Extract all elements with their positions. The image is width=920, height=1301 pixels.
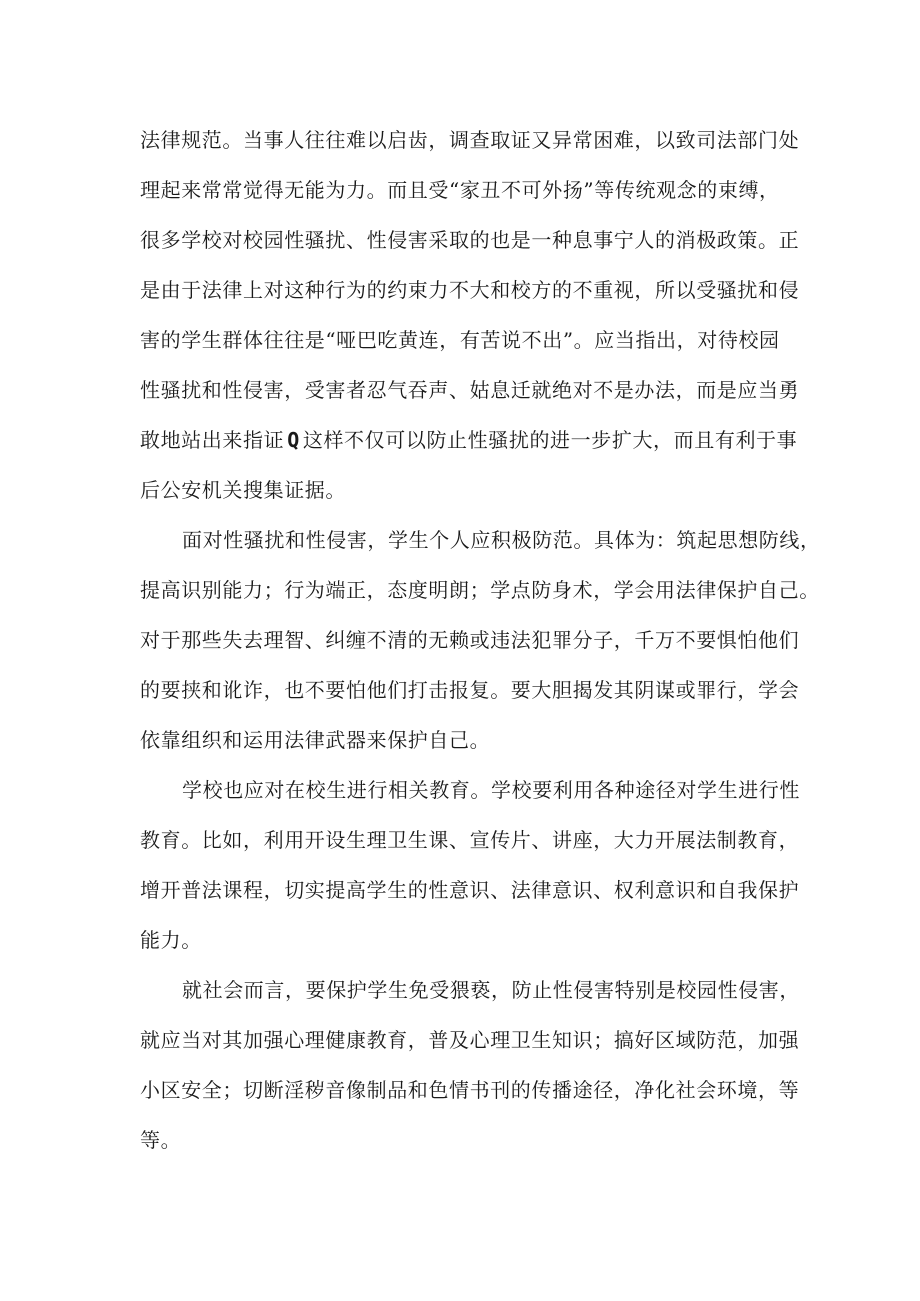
paragraph-1-line-5: 害的学生群体往往是“哑巴吃黄连，有苦说不出”。应当指出，对待校园 (140, 328, 780, 352)
paragraph-3-line-3: 增开普法课程，切实提高学生的性意识、法律意识、权利意识和自我保护 (140, 878, 800, 902)
paragraph-1-line-6: 性骚扰和性侵害，受害者忍气吞声、姑息迁就绝对不是办法，而是应当勇 (140, 378, 800, 402)
paragraph-3-line-1: 学校也应对在校生进行相关教育。学校要利用各种途径对学生进行性 (182, 778, 800, 802)
paragraph-3-line-2: 教育。比如，利用开设生理卫生课、宣传片、讲座，大力开展法制教育， (140, 828, 800, 852)
paragraph-2-line-1: 面对性骚扰和性侵害，学生个人应积极防范。具体为：筑起思想防线， (182, 528, 821, 552)
paragraph-2-line-2: 提高识别能力；行为端正，态度明朗；学点防身术，学会用法律保护自己。 (140, 578, 820, 602)
paragraph-4-line-3: 小区安全；切断淫秽音像制品和色情书刊的传播途径，净化社会环境，等 (140, 1078, 800, 1102)
paragraph-4-line-1: 就社会而言，要保护学生免受猥亵，防止性侵害特别是校园性侵害， (182, 978, 800, 1002)
paragraph-1-line-7 (140, 426, 797, 454)
paragraph-1-line-4: 是由于法律上对这种行为的约束力不大和校方的不重视，所以受骚扰和侵 (140, 278, 800, 302)
paragraph-2-line-4: 的要挟和讹诈，也不要怕他们打击报复。要大胆揭发其阴谋或罪行，学会 (140, 678, 800, 702)
paragraph-1-line-7-part-a: 敢地站出来指证 (140, 428, 285, 452)
paragraph-1-line-2: 理起来常常觉得无能为力。而且受“家丑不可外扬”等传统观念的束缚， (140, 178, 780, 202)
paragraph-2-line-3: 对于那些失去理智、纠缠不清的无赖或违法犯罪分子，千万不要惧怕他们 (140, 628, 800, 652)
paragraph-1-line-1: 法律规范。当事人往往难以启齿，调查取证又异常困难，以致司法部门处 (140, 128, 800, 152)
paragraph-1-line-3: 很多学校对校园性骚扰、性侵害采取的也是一种息事宁人的消极政策。正 (140, 228, 800, 252)
paragraph-4-line-4: 等。 (140, 1128, 182, 1152)
paragraph-3-line-4: 能力。 (140, 928, 202, 952)
paragraph-1-line-7-part-b: 这样不仅可以防止性骚扰的进一步扩大，而且有利于事 (302, 428, 798, 452)
paragraph-1-line-8: 后公安机关搜集证据。 (140, 478, 346, 502)
paragraph-2-line-5: 依靠组织和运用法律武器来保护自己。 (140, 728, 491, 752)
paragraph-4-line-2: 就应当对其加强心理健康教育，普及心理卫生知识；搞好区域防范，加强 (140, 1028, 800, 1052)
inline-q-glyph: Q (287, 428, 300, 452)
